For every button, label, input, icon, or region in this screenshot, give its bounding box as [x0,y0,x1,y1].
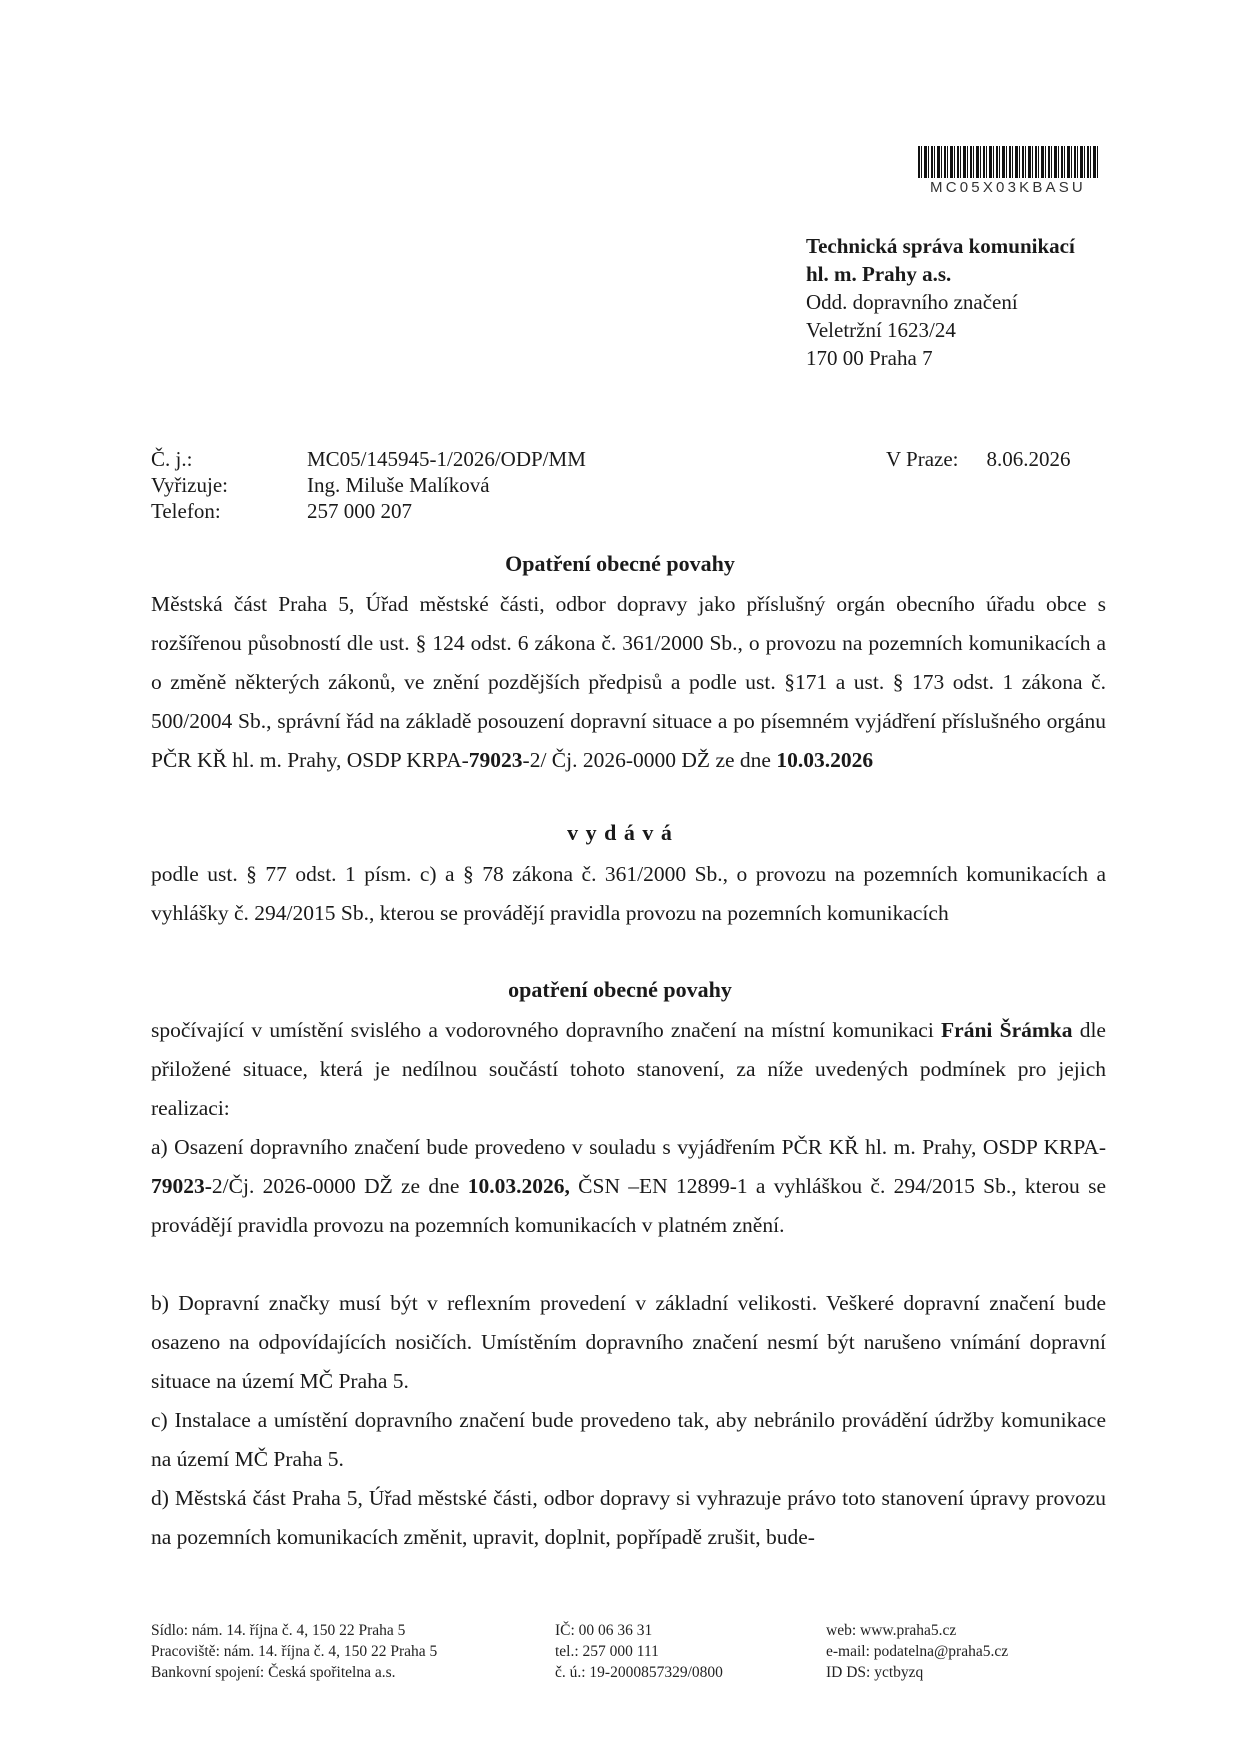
condition-a [151,1128,1106,1245]
cj-value: MC05/145945-1/2026/ODP/MM [307,447,586,471]
date-value: 8.06.2026 [986,447,1071,471]
vydava-heading: v y d á v á [567,820,673,845]
reference-values [307,446,586,524]
vyrizuje-value: Ing. Miluše Malíková [307,473,490,497]
vyrizuje-label: Vyřizuje: [151,473,228,497]
footer-workplace: Pracoviště: nám. 14. října č. 4, 150 22 Praha 5 [151,1643,438,1660]
intro-bold-date: 10.03.2026 [776,748,874,772]
description-text-2: dle přiložené situace, která je nedílnou součástí tohoto stanovení, za níže uvedených podmínek pro jejich realizaci: [151,1018,1106,1120]
condition-a-bold-date: 10.03.2026, [467,1174,570,1198]
intro-text-2: -2/ Čj. 2026-0000 DŽ ze dne [522,748,777,772]
condition-a-text-2: 2/Čj. 2026-0000 DŽ ze dne [211,1174,468,1198]
intro-bold-number: 79023 [468,748,523,772]
telefon-value: 257 000 207 [307,499,412,523]
recipient-street: Veletržní 1623/24 [806,318,956,342]
barcode [918,146,1098,196]
place-label: V Praze: [886,447,959,471]
description-text-1: spočívající v umístění svislého a vodorovného dopravního značení na místní komunikaci [151,1018,942,1042]
condition-a-text-1: a) Osazení dopravního značení bude provedeno v souladu s vyjádřením PČR KŘ hl. m. Prahy, OSDP KRPA- [151,1135,1106,1159]
footer-seat: Sídlo: nám. 14. října č. 4, 150 22 Praha 5 [151,1622,406,1639]
recipient-department: Odd. dopravního značení [806,290,1018,314]
footer-address [151,1620,437,1683]
description-paragraph [151,1011,1106,1128]
recipient-address [806,232,1075,372]
footer-ic: IČ: 00 06 36 31 [555,1622,653,1639]
recipient-name: Technická správa komunikací [806,234,1075,258]
street-name: Fráni Šrámka [941,1018,1073,1042]
recipient-city: 170 00 Praha 7 [806,346,933,370]
condition-c: c) Instalace a umístění dopravního značení bude provedeno tak, aby nebránilo provádění údržby komunikace na území MČ Praha 5. [151,1408,1106,1471]
footer-account: č. ú.: 19-2000857329/0800 [555,1664,723,1681]
footer-phone: tel.: 257 000 111 [555,1643,659,1660]
legal-basis-paragraph: podle ust. § 77 odst. 1 písm. c) a § 78 zákona č. 361/2000 Sb., o provozu na pozemních komunikacích a vyhlášky č. 294/2015 Sb., kterou se provádějí pravidla provozu na pozemních komunikacích [151,862,1106,925]
footer-data-box: ID DS: yctbyzq [826,1664,924,1681]
intro-text-1: Městská část Praha 5, Úřad městské části, odbor dopravy jako příslušný orgán obecního úřadu obce s rozšířenou působností dle ust. § 124 odst. 6 zákona č. 361/2000 Sb., o provozu na pozemních komunikacích a o změně některých zákonů, ve znění pozdějších předpisů a podle ust. §171 a ust. § 173 odst. 1 zákona č. 500/2004 Sb., správní řád na základě posouzení dopravní situace a po písemném vyjádření příslušného orgánu PČR KŘ hl. m. Prahy, OSDP KRPA- [151,592,1106,772]
condition-b: b) Dopravní značky musí být v reflexním provedení v základní velikosti. Veškeré dopravní značení bude osazeno na odpovídajících nosičích. Umístěním dopravního značení nesmí být narušeno vnímání dopravní situace na území MČ Praha 5. [151,1291,1106,1393]
footer-email: e-mail: podatelna@praha5.cz [826,1643,1009,1660]
intro-paragraph [151,585,1106,780]
document-title: Opatření obecné povahy [505,551,735,576]
footer-bank: Bankovní spojení: Česká spořitelna a.s. [151,1664,396,1681]
telefon-label: Telefon: [151,499,221,523]
barcode-text: MC05X03KBASU [930,179,1086,196]
subtitle-heading: opatření obecné povahy [508,977,732,1002]
barcode-bars [918,146,1098,178]
footer-ids [555,1620,723,1683]
condition-a-bold-number: 79023- [151,1174,212,1198]
condition-a-text-3: ČSN –EN 12899-1 a vyhláškou č. 294/2015 Sb., kterou se provádějí pravidla provozu na pozemních komunikacích v platném znění. [151,1174,1106,1237]
cj-label: Č. j.: [151,447,193,471]
condition-d: d) Městská část Praha 5, Úřad městské části, odbor dopravy si vyhrazuje právo toto stanovení úpravy provozu na pozemních komunikacích změnit, upravit, doplnit, popřípadě zrušit, bude- [151,1486,1106,1549]
recipient-name-2: hl. m. Prahy a.s. [806,262,952,286]
reference-labels [151,446,228,524]
footer-contact [826,1620,1008,1683]
footer-web: web: www.praha5.cz [826,1622,957,1639]
place-date [886,446,1071,472]
